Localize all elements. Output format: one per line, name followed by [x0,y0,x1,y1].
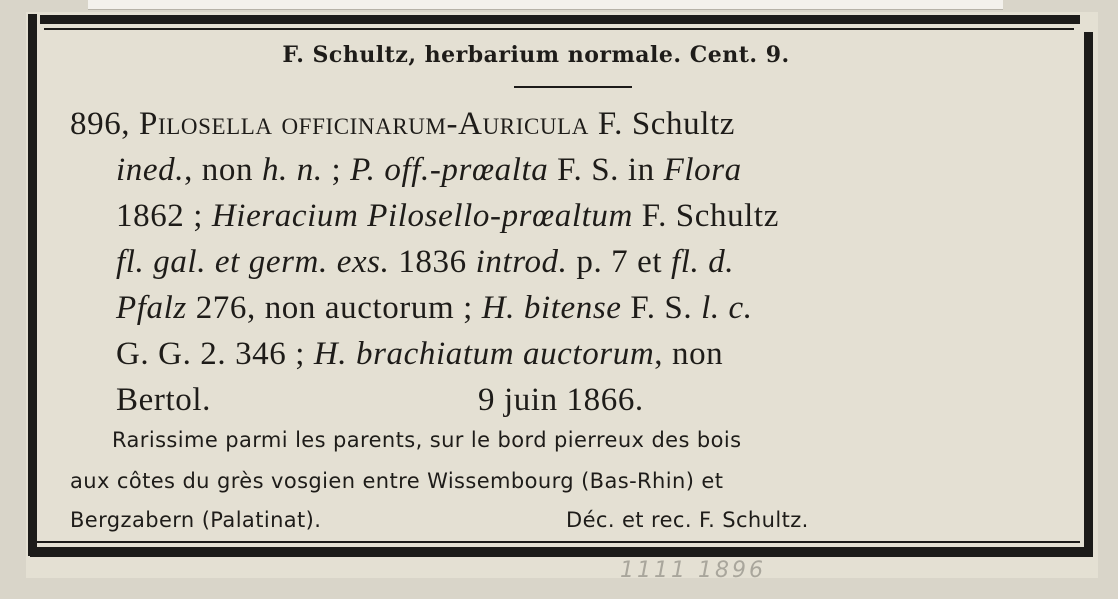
text-flora: Flora [663,152,742,188]
habitat-line-3a: Bergzabern (Palatinat). [70,508,322,532]
entry-line-6 [116,336,723,373]
frame-right [1084,32,1093,557]
entry-line-3 [116,198,779,235]
entry-line-4 [116,244,734,281]
text-gg: G. G. 2. 346 ; [116,336,314,372]
entry-line-1 [70,106,735,143]
label-heading: F. Schultz, herbarium normale. Cent. 9. [282,42,790,68]
text-non-2: , non [654,336,724,372]
text-synonym-1: P. off.-prœalta [350,152,549,188]
pencil-annotation: 1111 1896 [620,558,766,583]
text-pfalz: Pfalz [116,290,187,326]
text-fs-in: F. S. in [548,152,664,188]
frame-bottom [30,547,1084,557]
habitat-line-2: aux côtes du grès vosgien entre Wissembourg (Bas-Rhin) et [70,469,724,493]
text-year-1836: 1836 [389,244,476,280]
frame-bottom-thin-rule [36,541,1080,543]
text-lc: l. c. [701,290,753,326]
text-non: , non [184,152,262,188]
text-synonym-2: Hieracium Pilosello-prœaltum [211,198,633,234]
collector-note: Déc. et rec. F. Schultz. [566,508,809,532]
text-fs: F. S. [621,290,702,326]
text-year-1862: 1862 ; [116,198,212,234]
entry-line-7 [116,382,211,419]
frame-top-thin-rule [44,28,1074,30]
entry-line-5 [116,290,753,327]
text-non-auctorum: 276, non auctorum ; [186,290,482,326]
text-bertol: Bertol. [116,382,211,418]
text-introd: introd. [475,244,568,280]
habitat-line-1: Rarissime parmi les parents, sur le bord pierreux des bois [112,428,742,452]
text-author-2: F. Schultz [632,198,779,234]
text-page: p. 7 et [567,244,671,280]
text-fl-d: fl. d. [670,244,735,280]
text-brachiatum: H. brachiatum auctorum [313,336,655,372]
frame-left [28,14,37,556]
entry-number: 896, [70,106,139,142]
text-hn: h. n. [261,152,323,188]
species-author: F. Schultz [588,106,736,142]
frame-top [40,15,1080,24]
species-name: Pilosella officinarum-Auricula [139,106,589,142]
text-bitense: H. bitense [481,290,622,326]
text-exs: fl. gal. et germ. exs. [116,244,390,280]
herbarium-label [26,12,1098,578]
mount-paper-strip [88,0,1003,10]
text-ined: ined. [116,152,185,188]
heading-underline [514,86,632,88]
collection-date: 9 juin 1866. [478,382,644,418]
entry-line-2 [116,152,742,189]
text-sep: ; [322,152,351,188]
